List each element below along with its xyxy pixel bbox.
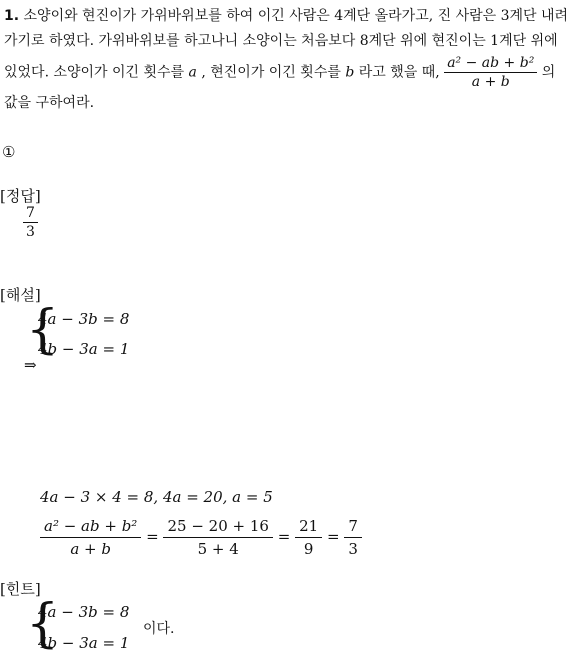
expr-numerator: a² − ab + b² bbox=[40, 515, 141, 538]
answer-label: [정답] bbox=[0, 187, 41, 205]
expr-fraction bbox=[40, 515, 141, 560]
variable-a: a bbox=[188, 64, 197, 81]
explanation-line2 bbox=[40, 515, 362, 560]
hint-brace: { bbox=[26, 594, 60, 654]
step-fraction bbox=[163, 515, 272, 560]
hint-eq2: 4b − 3a = 1 bbox=[38, 634, 130, 652]
explanation-label: [해설] bbox=[0, 286, 41, 304]
final-fraction bbox=[344, 515, 362, 560]
problem-fraction-denominator: a + b bbox=[471, 74, 510, 90]
expr-denominator: a + b bbox=[70, 540, 111, 558]
variable-b: b bbox=[345, 64, 355, 81]
answer-denominator: 3 bbox=[26, 224, 35, 240]
explanation-eq1: 4a − 3b = 8 bbox=[38, 310, 130, 328]
answer-fraction bbox=[23, 204, 38, 241]
hint-label: [힌트] bbox=[0, 580, 41, 598]
result-denominator: 9 bbox=[303, 540, 314, 558]
implies-arrow: ⇒ bbox=[24, 356, 37, 374]
result-numerator: 21 bbox=[295, 515, 322, 538]
choice-marker: ① bbox=[2, 143, 16, 161]
hint-eq1: 4a − 3b = 8 bbox=[38, 603, 130, 621]
problem-text-3: 라고 했을 때, bbox=[358, 64, 440, 81]
explanation-brace: { bbox=[26, 300, 60, 360]
explanation-eq2: 4b − 3a = 1 bbox=[38, 340, 130, 358]
explanation-line1: 4a − 3 × 4 = 8, 4a = 20, a = 5 bbox=[40, 488, 273, 506]
equals-1: = bbox=[146, 527, 159, 546]
equals-3: = bbox=[326, 527, 340, 546]
problem-text-4: 의 값을 구하여라. bbox=[4, 64, 556, 111]
answer-numerator: 7 bbox=[23, 204, 38, 223]
final-numerator: 7 bbox=[344, 515, 362, 538]
problem-statement bbox=[4, 4, 570, 116]
hint-suffix: 이다. bbox=[143, 621, 175, 637]
problem-number: 1. bbox=[4, 8, 20, 24]
problem-fraction-numerator: a² − ab + b² bbox=[444, 54, 537, 73]
problem-text-2: , 현진이가 이긴 횟수를 bbox=[201, 64, 341, 81]
step-denominator: 5 + 4 bbox=[197, 540, 239, 558]
problem-text-1: 소양이와 현진이가 가위바위보를 하여 이긴 사람은 4계단 올라가고, 진 사람은 3계단 내려가기로 하였다. 가위바위보를 하고나니 소양이는 처음보다 8계단 위에 현진이는 1계단 위에 있었다. 소양이가 이긴 횟수를 bbox=[4, 8, 569, 81]
equals-2: = bbox=[277, 527, 291, 546]
final-denominator: 3 bbox=[348, 540, 358, 558]
result-fraction bbox=[295, 515, 322, 560]
step-numerator: 25 − 20 + 16 bbox=[163, 515, 272, 538]
problem-fraction bbox=[444, 54, 537, 91]
